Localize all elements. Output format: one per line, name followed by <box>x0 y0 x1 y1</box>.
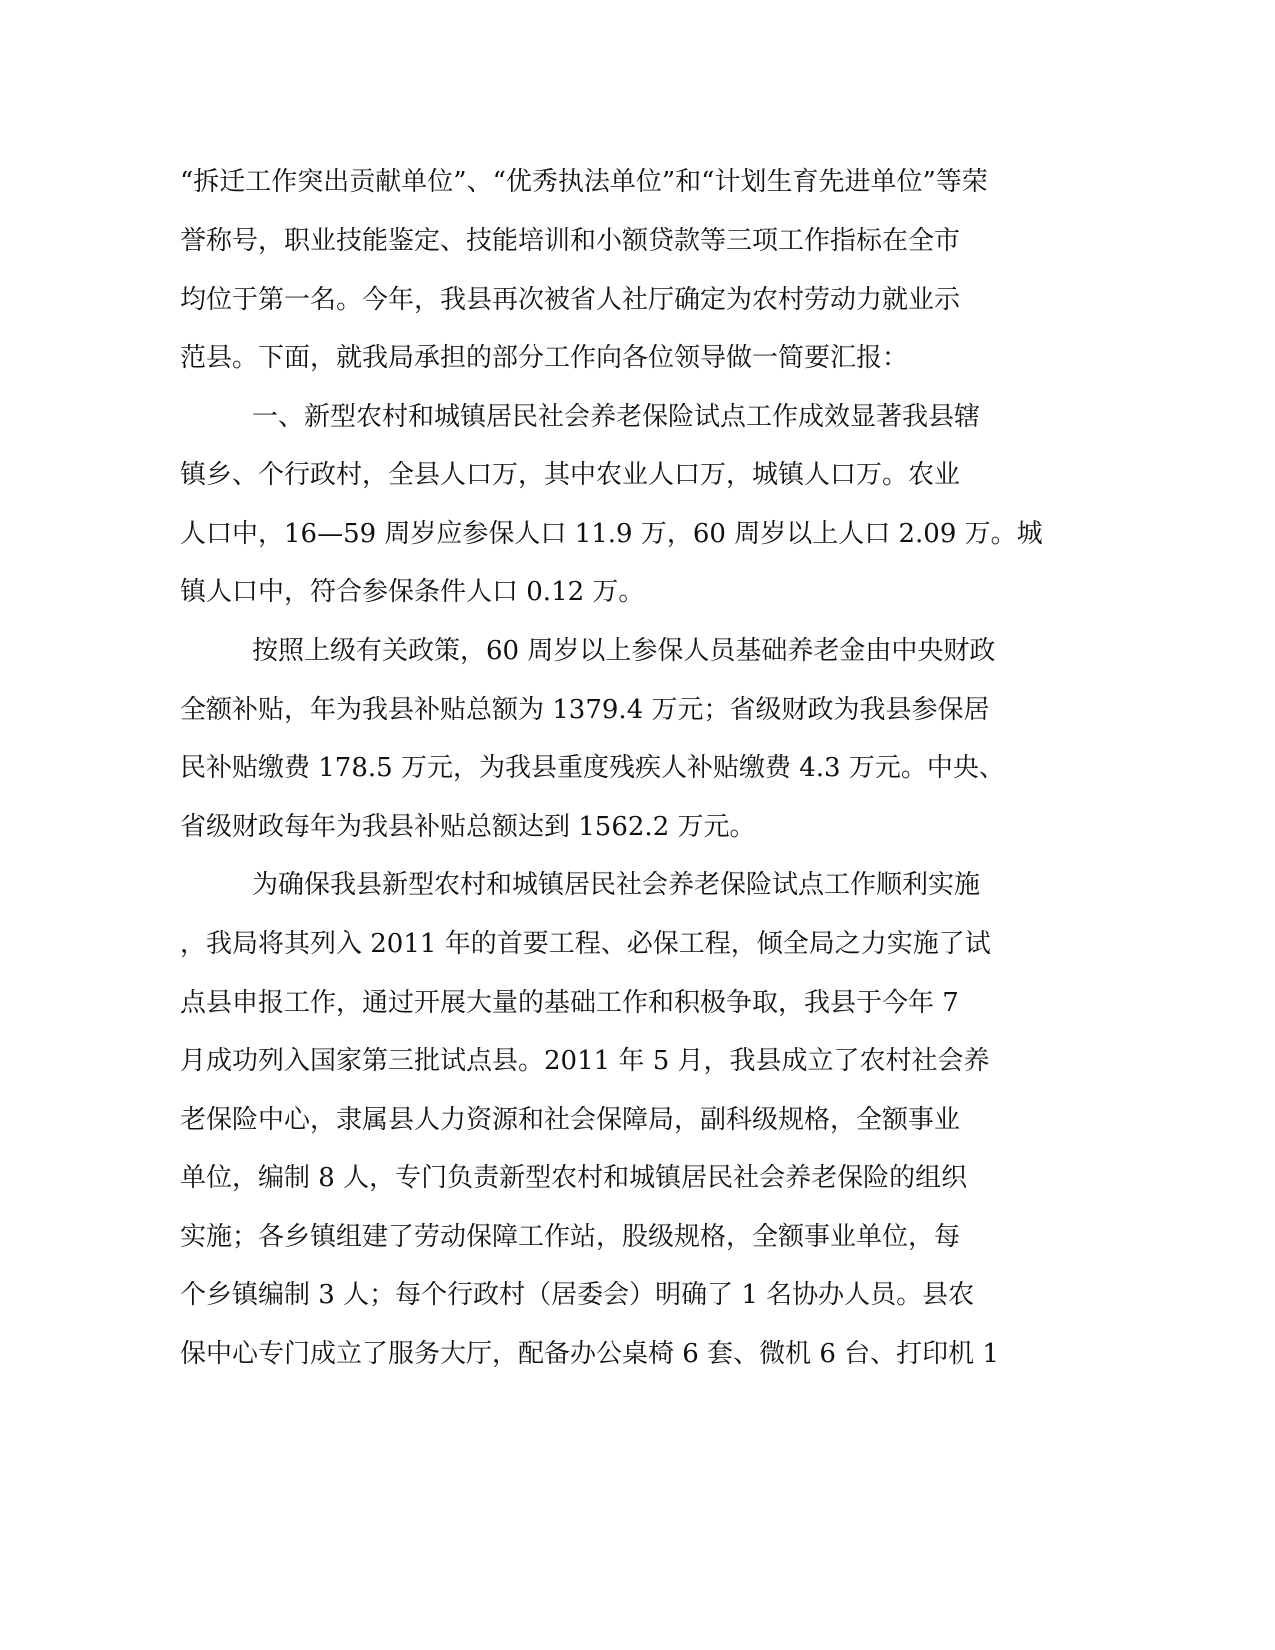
text-line: 点县申报工作，通过开展大量的基础工作和积极争取，我县于今年 7 <box>180 988 959 1018</box>
text-line: 老保险中心，隶属县人力资源和社会保障局，副科级规格，全额事业 <box>180 1105 961 1135</box>
text-line: 个乡镇编制 3 人；每个行政村（居委会）明确了 1 名协办人员。县农 <box>180 1280 975 1310</box>
section-heading-line: 一、新型农村和城镇居民社会养老保险试点工作成效显著我县辖 <box>252 402 981 432</box>
text-line: 镇人口中，符合参保条件人口 0.12 万。 <box>180 577 645 607</box>
text-line: 保中心专门成立了服务大厅，配备办公桌椅 6 套、微机 6 台、打印机 1 <box>180 1339 999 1369</box>
text-line: 月成功列入国家第三批试点县。2011 年 5 月，我县成立了农村社会养 <box>180 1046 990 1076</box>
paragraph-first-line: 按照上级有关政策，60 周岁以上参保人员基础养老金由中央财政 <box>252 636 996 666</box>
text-line: 单位，编制 8 人，专门负责新型农村和城镇居民社会养老保险的组织 <box>180 1163 968 1193</box>
text-line: 镇乡、个行政村，全县人口万，其中农业人口万，城镇人口万。农业 <box>180 460 961 490</box>
paragraph-first-line: 为确保我县新型农村和城镇居民社会养老保险试点工作顺利实施 <box>252 870 981 900</box>
text-line: 誉称号，职业技能鉴定、技能培训和小额贷款等三项工作指标在全市 <box>180 226 961 256</box>
text-line: 民补贴缴费 178.5 万元，为我县重度残疾人补贴缴费 4.3 万元。中央、 <box>180 753 1005 783</box>
text-line: 人口中，16—59 周岁应参保人口 11.9 万，60 周岁以上人口 2.09 万。城 <box>180 519 1043 549</box>
text-line: ，我局将其列入 2011 年的首要工程、必保工程，倾全局之力实施了试 <box>180 929 991 959</box>
text-line: “拆迁工作突出贡献单位”、“优秀执法单位”和“计划生育先进单位”等荣 <box>180 167 988 197</box>
text-line: 全额补贴，年为我县补贴总额为 1379.4 万元；省级财政为我县参保居 <box>180 695 990 725</box>
text-line: 均位于第一名。今年，我县再次被省人社厅确定为农村劳动力就业示 <box>180 285 961 315</box>
text-line: 省级财政每年为我县补贴总额达到 1562.2 万元。 <box>180 812 756 842</box>
text-line: 实施；各乡镇组建了劳动保障工作站，股级规格，全额事业单位，每 <box>180 1222 961 1252</box>
text-line: 范县。下面，就我局承担的部分工作向各位领导做一简要汇报： <box>180 343 909 373</box>
